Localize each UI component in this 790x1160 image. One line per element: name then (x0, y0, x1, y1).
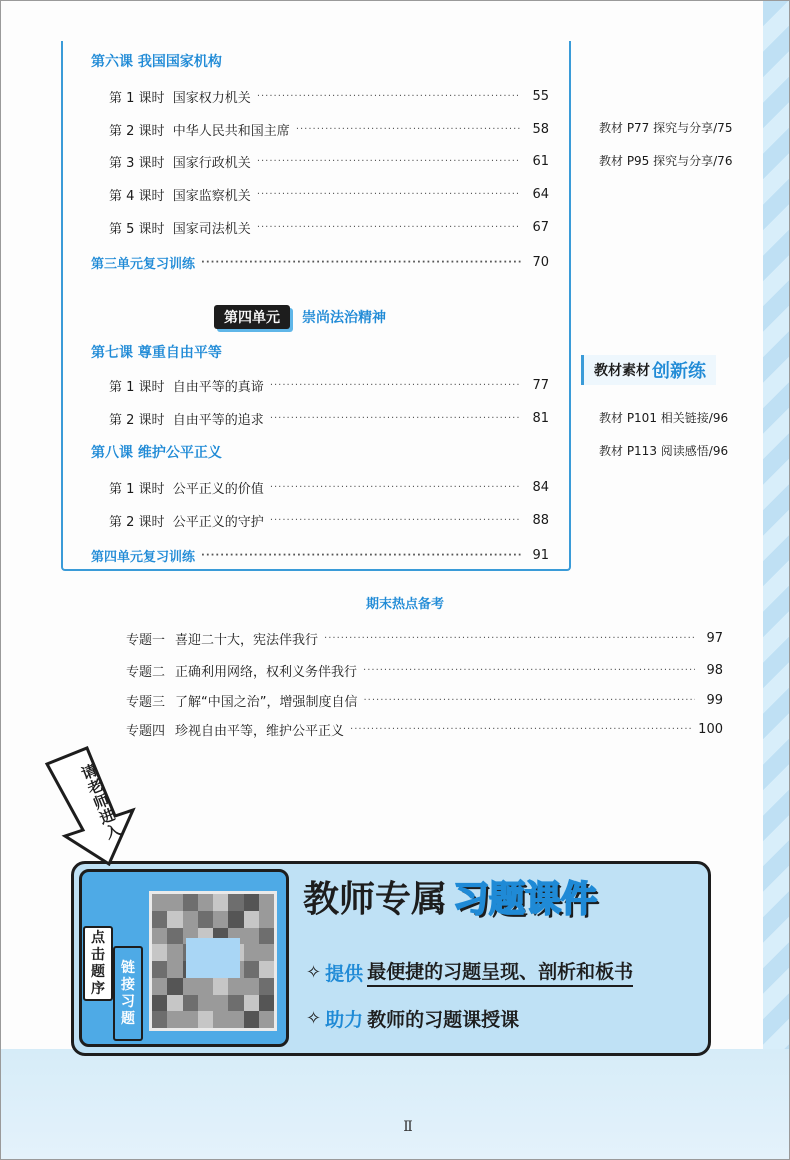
dot-leader (270, 482, 521, 493)
tab-char: 题 (91, 963, 105, 980)
topic-page: 98 (706, 662, 723, 678)
toc-entry[interactable] (109, 374, 549, 396)
lesson-8-title: 第八课 维护公平正义 (91, 445, 222, 461)
tab-char: 点 (91, 929, 105, 946)
topic-text: 喜迎二十大，宪法伴我行 (175, 632, 319, 648)
bottom-band (1, 1049, 789, 1159)
toc-entry[interactable] (109, 509, 549, 531)
dot-leader (270, 413, 521, 424)
review-page: 70 (532, 254, 549, 270)
tab-char: 击 (91, 946, 105, 963)
tab-char: 接 (121, 976, 135, 993)
side-ref[interactable]: 教材 P77 探究与分享/75 (599, 120, 733, 135)
toc-entry-label: 第 4 课时 国家监察机关 (109, 188, 251, 204)
toc-entry-label: 第 1 课时 国家权力机关 (109, 90, 251, 106)
sparkle-icon: ✧ (306, 1008, 322, 1029)
toc-entry[interactable] (109, 85, 549, 107)
arrow-banner-text: 请老师进入 (77, 761, 124, 843)
side-heading-b: 创新练 (652, 361, 706, 382)
toc-entry-label: 第 2 课时 自由平等的追求 (109, 412, 264, 428)
toc-entry[interactable] (109, 216, 549, 238)
side-section-heading (581, 355, 716, 385)
promo-headline-a: 教师专属 (303, 879, 448, 920)
unit-4-heading (214, 306, 386, 328)
tab-char: 序 (91, 980, 105, 997)
dot-leader (257, 189, 521, 200)
dot-leader (201, 257, 521, 268)
toc-entry[interactable] (109, 150, 549, 172)
review-label: 第四单元复习训练 (91, 549, 196, 565)
toc-entry-page: 67 (532, 219, 549, 235)
topic-page: 97 (706, 630, 723, 646)
final-review-title: 期末热点备考 (365, 597, 444, 612)
promo-headline (303, 871, 597, 922)
toc-entry-page: 55 (532, 88, 549, 104)
page-number: Ⅱ (403, 1119, 413, 1135)
side-ref[interactable]: 教材 P113 阅读感悟/96 (599, 443, 729, 458)
topic-page: 99 (706, 692, 723, 708)
topic-entry[interactable] (126, 689, 723, 711)
unit-name: 崇尚法治精神 (302, 310, 386, 326)
dot-leader (363, 665, 695, 676)
topic-entry[interactable] (126, 627, 723, 649)
promo-line-text: 教师的习题课授课 (367, 1009, 520, 1031)
toc-entry-page: 58 (532, 121, 549, 137)
tab-char: 习 (121, 993, 135, 1010)
lesson-7-title: 第七课 尊重自由平等 (91, 345, 222, 361)
topic-label: 专题四 (126, 723, 166, 739)
topic-page: 100 (698, 721, 723, 737)
toc-entry-page: 61 (532, 153, 549, 169)
unit-4-review[interactable] (91, 544, 549, 566)
toc-entry[interactable] (109, 183, 549, 205)
side-ref[interactable]: 教材 P101 相关链接/96 (599, 410, 729, 425)
sparkle-icon: ✧ (306, 961, 322, 983)
promo-line-2 (306, 1005, 519, 1032)
topic-label: 专题一 (126, 632, 166, 648)
dot-leader (364, 695, 696, 706)
toc-entry[interactable] (109, 476, 549, 498)
toc-entry[interactable] (109, 407, 549, 429)
toc-entry-page: 84 (532, 479, 549, 495)
promo-headline-b: 习题课件 (453, 879, 598, 920)
unit-3-review[interactable] (91, 251, 549, 273)
dot-leader (324, 633, 695, 644)
toc-entry-label: 第 5 课时 国家司法机关 (109, 221, 251, 237)
topic-label: 专题二 (126, 664, 166, 680)
toc-entry-page: 77 (532, 377, 549, 393)
promo-line-highlight: 提供 (325, 962, 364, 985)
review-page: 91 (532, 547, 549, 563)
dot-leader (296, 124, 521, 135)
topic-text: 珍视自由平等，维护公平正义 (175, 723, 345, 739)
tab-char: 链 (121, 959, 135, 976)
promo-line-highlight: 助力 (325, 1009, 364, 1031)
toc-entry-label: 第 1 课时 自由平等的真谛 (109, 379, 264, 395)
toc-entry[interactable] (109, 118, 549, 140)
toc-entry-label: 第 2 课时 中华人民共和国主席 (109, 123, 290, 139)
toc-entry-page: 88 (532, 512, 549, 528)
dot-leader (257, 91, 521, 102)
topic-text: 正确利用网络，权利义务伴我行 (175, 664, 358, 680)
topic-entry[interactable] (126, 659, 723, 681)
topic-entry[interactable] (126, 718, 723, 740)
qr-center-logo (186, 938, 240, 978)
dot-leader (201, 550, 521, 561)
unit-badge: 第四单元 (214, 305, 290, 329)
dot-leader (270, 515, 521, 526)
promo-line-1 (306, 957, 633, 987)
toc-entry-label: 第 1 课时 公平正义的价值 (109, 481, 264, 497)
side-heading-a: 教材素材 (594, 363, 650, 379)
toc-entry-label: 第 2 课时 公平正义的守护 (109, 514, 264, 530)
toc-entry-page: 64 (532, 186, 549, 202)
topic-text: 了解“中国之治”，增强制度自信 (175, 694, 358, 710)
dot-leader (257, 222, 521, 233)
decorative-stripe (763, 1, 789, 1160)
promo-line-text: 最便捷的习题呈现、剖析和板书 (367, 957, 633, 987)
tab-char: 题 (121, 1010, 135, 1027)
toc-entry-label: 第 3 课时 国家行政机关 (109, 155, 251, 171)
tab-link-label (113, 946, 143, 1041)
lesson-6-title: 第六课 我国国家机构 (91, 54, 222, 70)
review-label: 第三单元复习训练 (91, 256, 196, 272)
dot-leader (270, 380, 521, 391)
side-ref[interactable]: 教材 P95 探究与分享/76 (599, 153, 733, 168)
tab-click-label (83, 926, 113, 1001)
dot-leader (257, 156, 521, 167)
toc-entry-page: 81 (532, 410, 549, 426)
dot-leader (350, 724, 692, 735)
topic-label: 专题三 (126, 694, 166, 710)
